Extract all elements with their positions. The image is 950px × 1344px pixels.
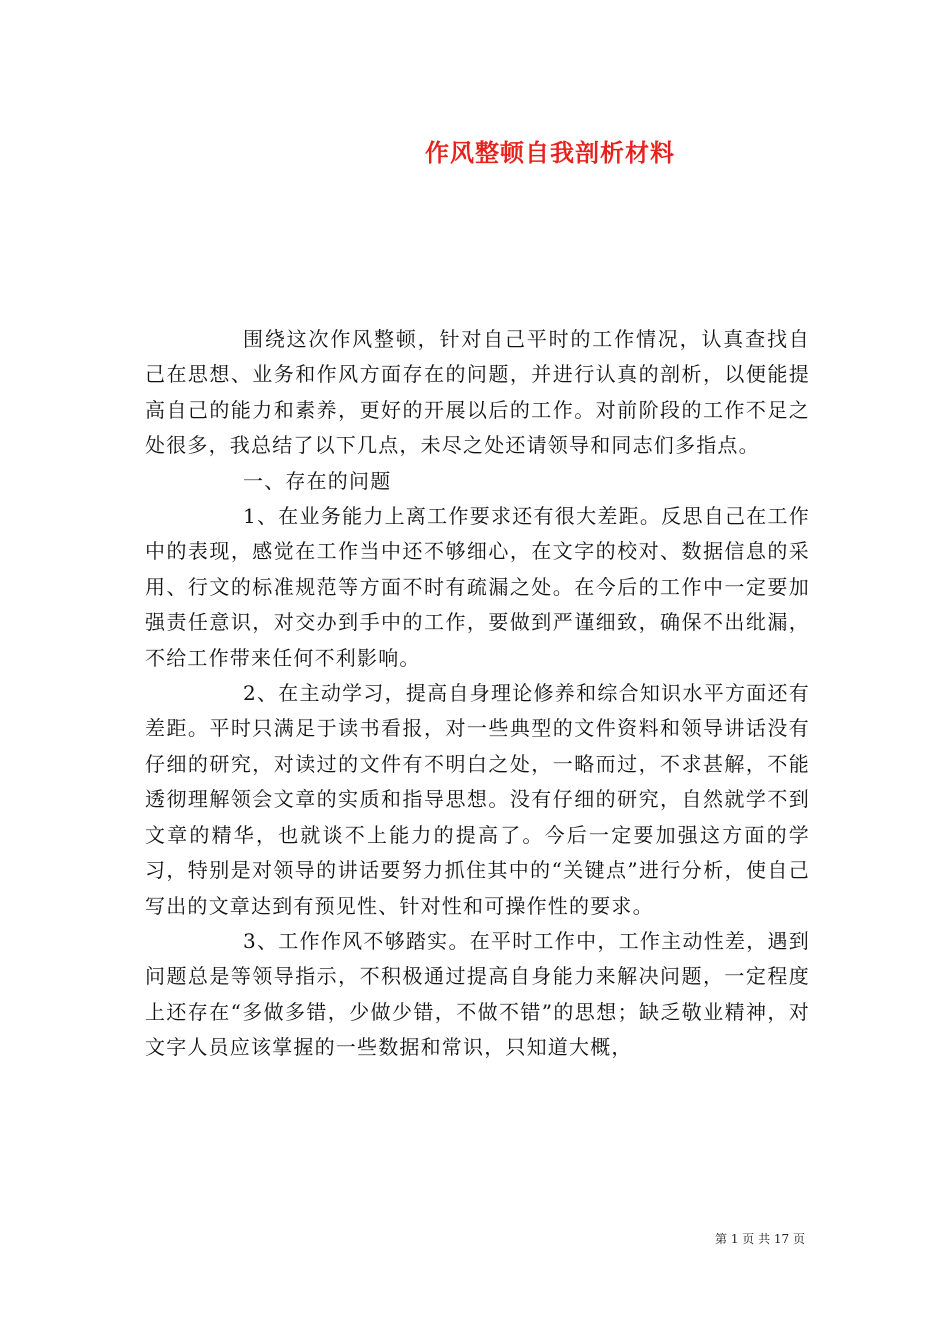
item-paragraph-2: 2、在主动学习，提高自身理论修养和综合知识水平方面还有差距。平时只满足于读书看报，对一些典型的文件资料和领导讲话没有仔细的研究，对读过的文件有不明白之处，一略而过，不求甚解，不能透彻理解领会文章的实质和指导思想。没有仔细的研究，自然就学不到文章的精华，也就谈不上能力的提高了。今后一定要加强这方面的学习，特别是对领导的讲话要努力抓住其中的“关键点”进行分析，使自己写出的文章达到有预见性、针对性和可操作性的要求。: [145, 681, 810, 918]
page-title: 作风整顿自我剖析材料: [425, 139, 675, 167]
section-heading: 一、存在的问题: [243, 468, 392, 493]
document-body: [145, 322, 810, 1066]
page-number: 第 1 页 共 17 页: [715, 1232, 805, 1246]
intro-paragraph: 围绕这次作风整顿，针对自己平时的工作情况，认真查找自己在思想、业务和作风方面存在的问题，并进行认真的剖析，以便能提高自己的能力和素养，更好的开展以后的工作。对前阶段的工作不足之处很多，我总结了以下几点，未尽之处还请领导和同志们多指点。: [145, 327, 810, 458]
item-paragraph-1: 1、在业务能力上离工作要求还有很大差距。反思自己在工作中的表现，感觉在工作当中还不够细心，在文字的校对、数据信息的采用、行文的标准规范等方面不时有疏漏之处。在今后的工作中一定要加强责任意识，对交办到手中的工作，要做到严谨细致，确保不出纰漏，不给工作带来任何不利影响。: [145, 504, 810, 670]
item-paragraph-3: 3、工作作风不够踏实。在平时工作中，工作主动性差，遇到问题总是等领导指示，不积极通过提高自身能力来解决问题，一定程度上还存在“多做多错，少做少错，不做不错”的思想；缺乏敬业精神，对文字人员应该掌握的一些数据和常识，只知道大概，: [145, 928, 810, 1060]
